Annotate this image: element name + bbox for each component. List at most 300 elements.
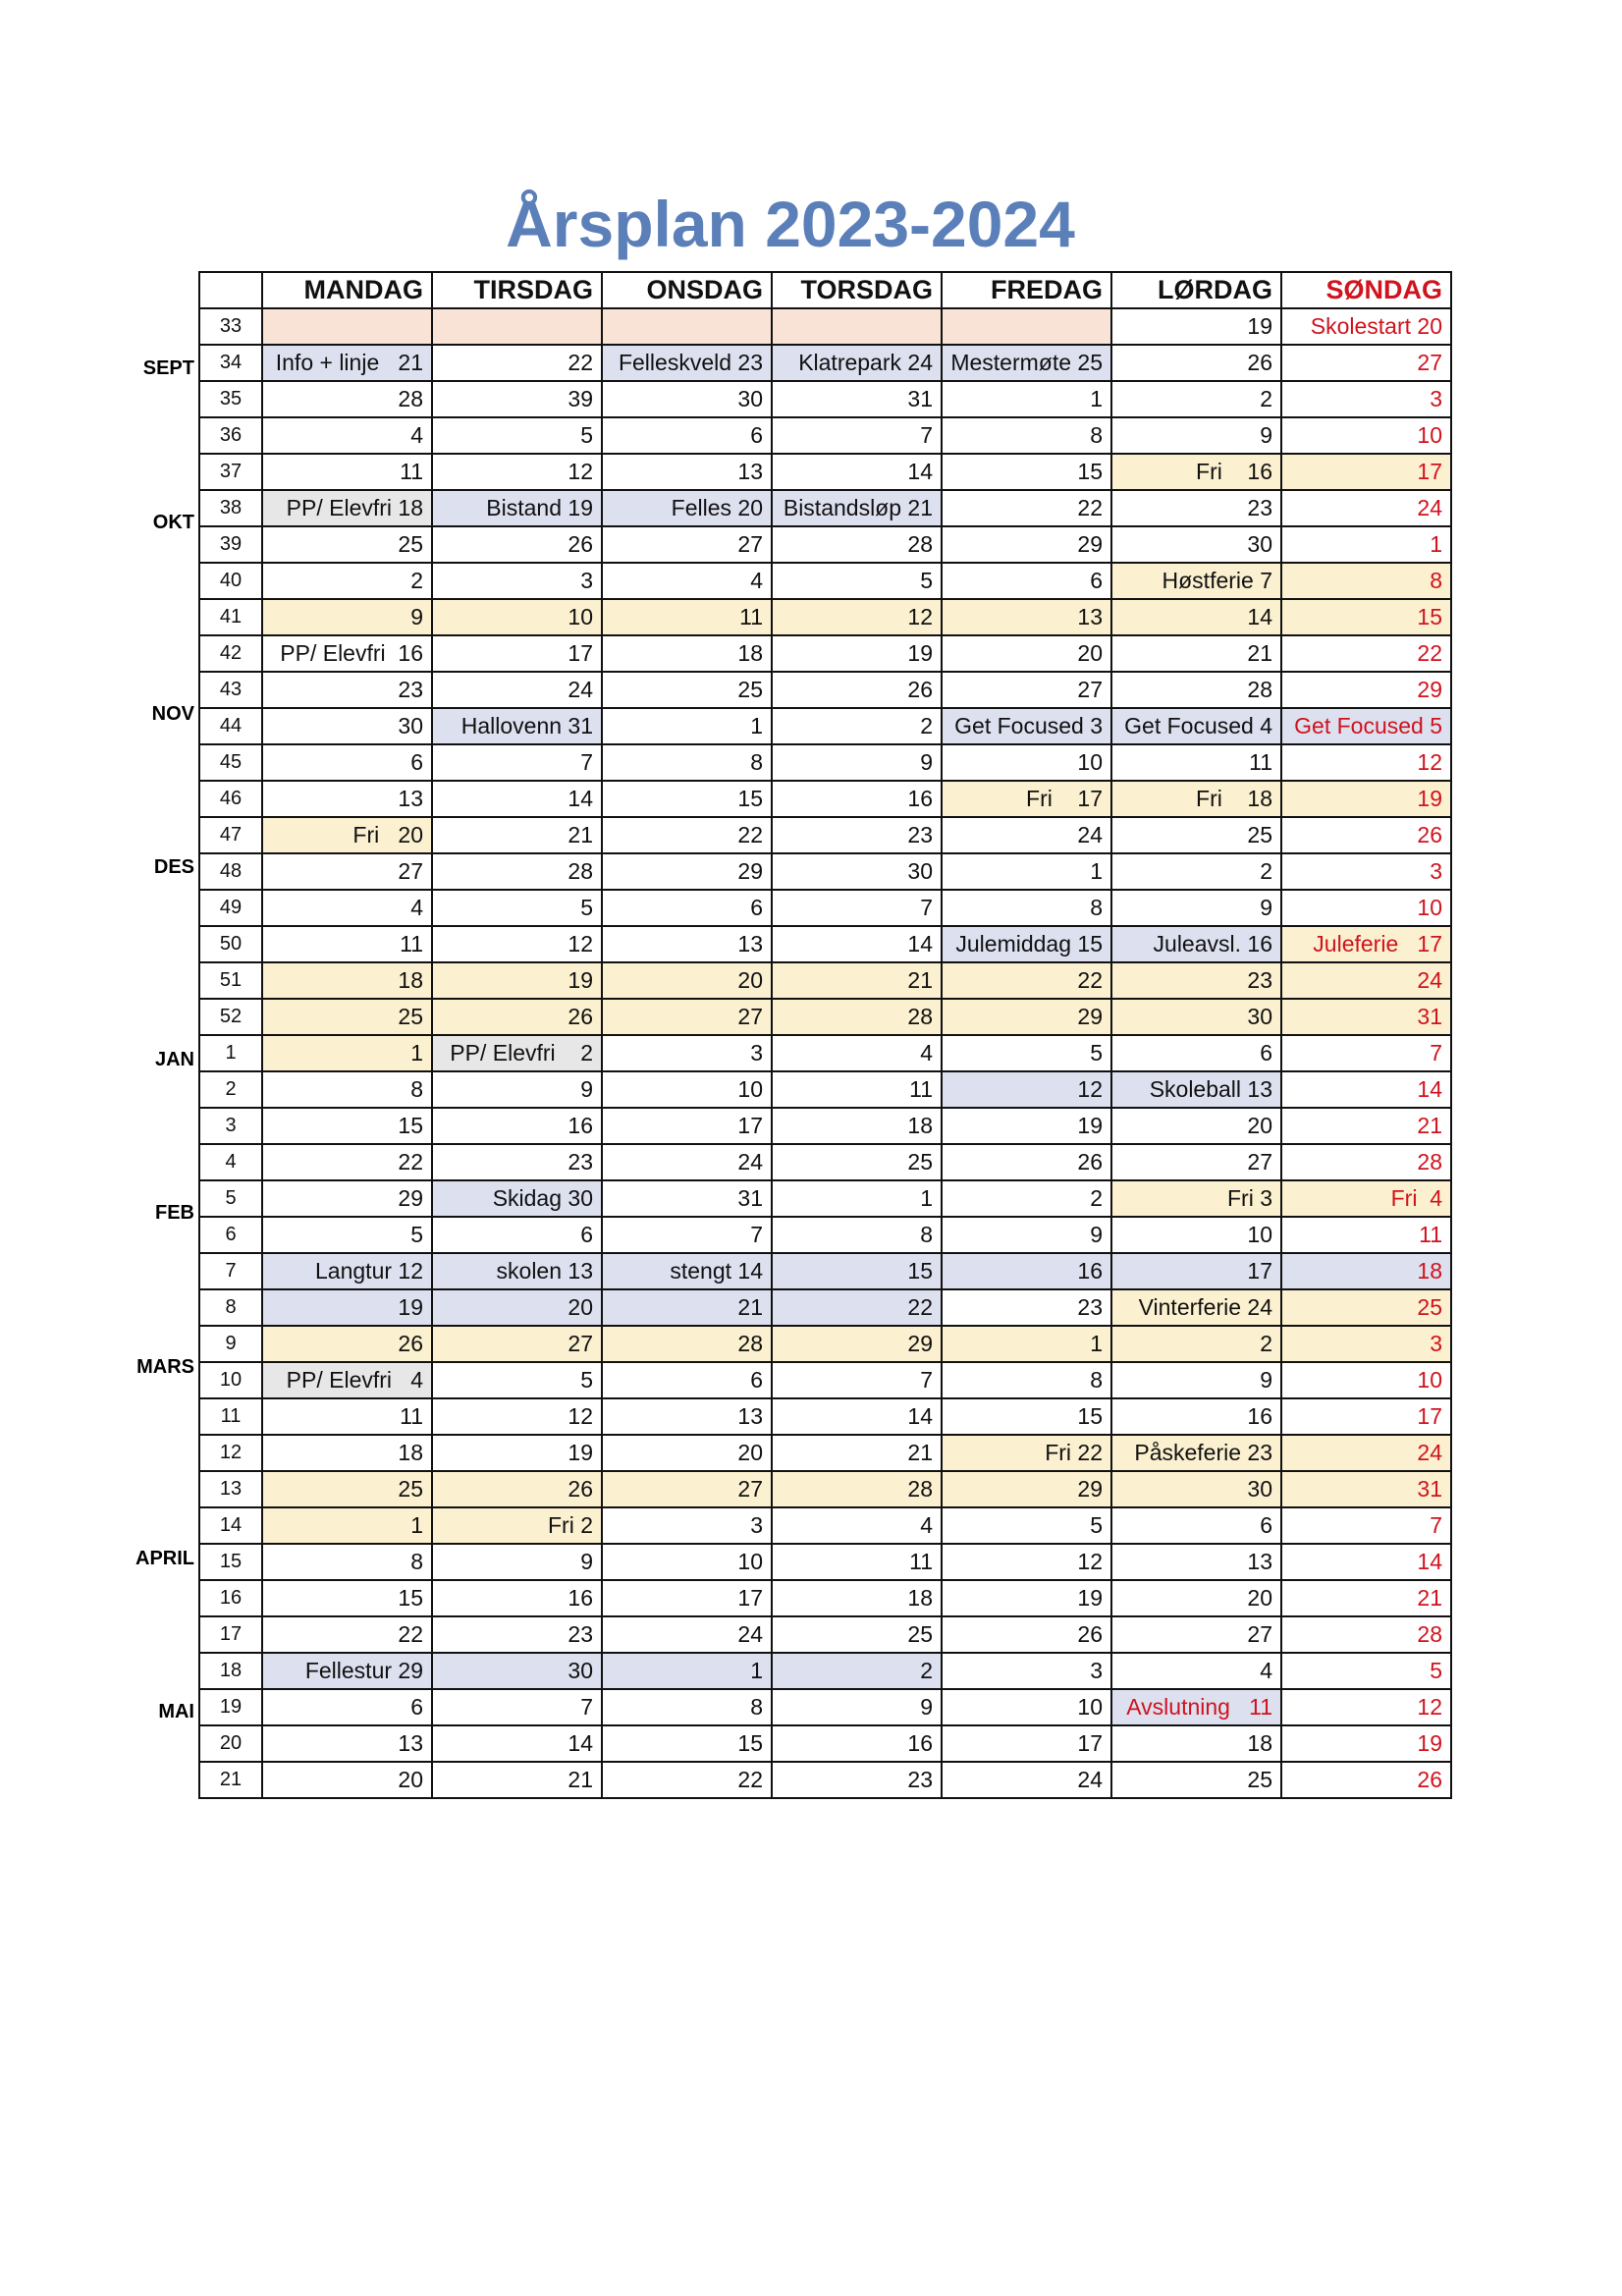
day-cell-fredag: 10 [942,744,1111,781]
table-row [199,1071,1451,1108]
day-cell-mandag: 28 [262,381,432,417]
table-row [199,345,1451,381]
day-cell-lordag: 20 [1111,1580,1281,1616]
day-cell-tirsdag: 9 [432,1544,602,1580]
table-row [199,490,1451,526]
day-cell-tirsdag: 26 [432,526,602,563]
day-cell-lordag: 6 [1111,1507,1281,1544]
day-cell-sondag: 15 [1281,599,1451,635]
month-label: NOV [151,703,194,726]
table-row [199,672,1451,708]
day-cell-onsdag: 20 [602,1435,772,1471]
month-label: MARS [136,1355,194,1378]
table-body [199,308,1451,1798]
day-cell-sondag: 26 [1281,817,1451,853]
day-cell-tirsdag: skolen 13 [432,1253,602,1289]
day-cell-mandag: 9 [262,599,432,635]
week-number: 3 [199,1108,262,1144]
day-cell-lordag: 14 [1111,599,1281,635]
day-cell-fredag: Fri 17 [942,781,1111,817]
day-cell-tirsdag: 17 [432,635,602,672]
day-cell-tirsdag: 16 [432,1108,602,1144]
day-cell-onsdag: 6 [602,1362,772,1398]
day-cell-mandag: 4 [262,890,432,926]
day-cell-mandag: Info + linje 21 [262,345,432,381]
day-cell-onsdag: 18 [602,635,772,672]
day-cell-mandag: 13 [262,1725,432,1762]
table-row [199,526,1451,563]
month-label [128,1502,196,1540]
week-number: 9 [199,1326,262,1362]
day-cell-fredag: 23 [942,1289,1111,1326]
day-cell-sondag: 24 [1281,962,1451,999]
day-cell-fredag: 9 [942,1217,1111,1253]
day-cell-torsdag: 16 [772,781,942,817]
day-cell-mandag: 19 [262,1289,432,1326]
day-cell-tirsdag: 7 [432,744,602,781]
table-row [199,454,1451,490]
day-cell-onsdag: stengt 14 [602,1253,772,1289]
day-cell-fredag: 8 [942,1362,1111,1398]
day-cell-onsdag: 17 [602,1108,772,1144]
week-number: 52 [199,999,262,1035]
month-label [128,888,196,926]
week-number: 35 [199,381,262,417]
day-cell-tirsdag: 23 [432,1144,602,1180]
week-number: 2 [199,1071,262,1108]
day-cell-tirsdag: 14 [432,781,602,817]
header-lordag: LØRDAG [1111,272,1281,308]
week-number: 38 [199,490,262,526]
day-cell-mandag: 6 [262,1689,432,1725]
day-cell-mandag: 1 [262,1035,432,1071]
day-cell-torsdag [772,308,942,345]
table-row [199,308,1451,345]
day-cell-sondag: 5 [1281,1653,1451,1689]
day-cell-fredag: 29 [942,1471,1111,1507]
day-cell-mandag: 23 [262,672,432,708]
day-cell-mandag: 25 [262,999,432,1035]
day-cell-lordag: 20 [1111,1108,1281,1144]
day-cell-sondag: Get Focused 5 [1281,708,1451,744]
day-cell-sondag: 29 [1281,672,1451,708]
day-cell-sondag: 3 [1281,381,1451,417]
day-cell-torsdag: 7 [772,890,942,926]
day-cell-onsdag: 28 [602,1326,772,1362]
day-cell-torsdag: 1 [772,1180,942,1217]
header-row [199,272,1451,308]
table-row [199,599,1451,635]
day-cell-fredag: Mestermøte 25 [942,345,1111,381]
day-cell-lordag: Avslutning 11 [1111,1689,1281,1725]
day-cell-sondag: 21 [1281,1580,1451,1616]
day-cell-sondag: 25 [1281,1289,1451,1326]
day-cell-onsdag [602,308,772,345]
day-cell-torsdag: 8 [772,1217,942,1253]
week-number: 13 [199,1471,262,1507]
week-number: 8 [199,1289,262,1326]
week-number: 1 [199,1035,262,1071]
week-number: 46 [199,781,262,817]
table-row [199,781,1451,817]
day-cell-mandag: 25 [262,1471,432,1507]
day-cell-mandag: 27 [262,853,432,890]
month-label [128,1463,196,1502]
table-row [199,926,1451,962]
day-cell-tirsdag: 19 [432,962,602,999]
day-cell-fredag: Get Focused 3 [942,708,1111,744]
header-mandag: MANDAG [262,272,432,308]
day-cell-sondag: 7 [1281,1507,1451,1544]
day-cell-onsdag: 30 [602,381,772,417]
header-sondag: SØNDAG [1281,272,1451,308]
day-cell-tirsdag: Hallovenn 31 [432,708,602,744]
day-cell-lordag: 17 [1111,1253,1281,1289]
month-label [128,1616,196,1655]
day-cell-lordag: Fri 3 [1111,1180,1281,1217]
day-cell-sondag: 10 [1281,890,1451,926]
day-cell-torsdag: 9 [772,744,942,781]
month-label [128,273,196,311]
day-cell-fredag: 29 [942,526,1111,563]
header-fredag: FREDAG [942,272,1111,308]
day-cell-fredag: 24 [942,1762,1111,1798]
day-cell-onsdag: 1 [602,1653,772,1689]
day-cell-sondag: 18 [1281,1253,1451,1289]
month-label [128,1771,196,1809]
day-cell-lordag: 21 [1111,635,1281,672]
week-number: 21 [199,1762,262,1798]
week-number: 19 [199,1689,262,1725]
week-number: 34 [199,345,262,381]
day-cell-torsdag: 16 [772,1725,942,1762]
table-row [199,1580,1451,1616]
day-cell-fredag: 17 [942,1725,1111,1762]
table-row [199,817,1451,853]
day-cell-lordag: 30 [1111,526,1281,563]
day-cell-fredag: 26 [942,1616,1111,1653]
day-cell-tirsdag: 27 [432,1326,602,1362]
day-cell-fredag: 24 [942,817,1111,853]
day-cell-torsdag: 26 [772,672,942,708]
day-cell-mandag: PP/ Elevfri 16 [262,635,432,672]
day-cell-onsdag: 13 [602,926,772,962]
day-cell-onsdag: 4 [602,563,772,599]
day-cell-mandag: 22 [262,1616,432,1653]
day-cell-onsdag: 24 [602,1616,772,1653]
day-cell-lordag: Høstferie 7 [1111,563,1281,599]
day-cell-torsdag: 19 [772,635,942,672]
day-cell-tirsdag: 3 [432,563,602,599]
day-cell-torsdag: 21 [772,962,942,999]
day-cell-tirsdag: 39 [432,381,602,417]
day-cell-fredag: 20 [942,635,1111,672]
table-row [199,1435,1451,1471]
day-cell-sondag: Skolestart 20 [1281,308,1451,345]
month-label [128,1809,196,1847]
day-cell-torsdag: 29 [772,1326,942,1362]
day-cell-mandag: 13 [262,781,432,817]
month-label: JAN [154,1048,194,1070]
week-number: 16 [199,1580,262,1616]
table-row [199,1108,1451,1144]
day-cell-fredag: 10 [942,1689,1111,1725]
table-row [199,1217,1451,1253]
month-label [128,1079,196,1118]
day-cell-mandag: Fellestur 29 [262,1653,432,1689]
day-cell-lordag: 2 [1111,853,1281,890]
day-cell-sondag: 17 [1281,454,1451,490]
day-cell-onsdag: 6 [602,890,772,926]
month-label [128,1003,196,1041]
day-cell-lordag: 9 [1111,1362,1281,1398]
table-row [199,1253,1451,1289]
month-label [128,657,196,695]
table-row [199,1471,1451,1507]
day-cell-lordag: 4 [1111,1653,1281,1689]
week-number: 14 [199,1507,262,1544]
day-cell-onsdag: Felleskveld 23 [602,345,772,381]
week-number: 40 [199,563,262,599]
month-label [128,388,196,426]
header-torsdag: TORSDAG [772,272,942,308]
day-cell-torsdag: 11 [772,1071,942,1108]
day-cell-lordag: 19 [1111,308,1281,345]
day-cell-sondag: 31 [1281,1471,1451,1507]
day-cell-onsdag: 29 [602,853,772,890]
day-cell-tirsdag: 21 [432,1762,602,1798]
week-number: 11 [199,1398,262,1435]
day-cell-torsdag: 22 [772,1289,942,1326]
month-label: SEPT [142,357,194,380]
day-cell-tirsdag: 21 [432,817,602,853]
table-row [199,999,1451,1035]
day-cell-torsdag: 25 [772,1616,942,1653]
day-cell-torsdag: 25 [772,1144,942,1180]
week-header [199,272,262,308]
month-label [128,619,196,657]
day-cell-mandag: 11 [262,1398,432,1435]
month-label [128,1732,196,1771]
week-number: 5 [199,1180,262,1217]
day-cell-onsdag: 15 [602,1725,772,1762]
table-row [199,1180,1451,1217]
day-cell-mandag: 11 [262,454,432,490]
day-cell-lordag: 25 [1111,1762,1281,1798]
day-cell-mandag: 15 [262,1108,432,1144]
month-label: APRIL [135,1548,194,1570]
day-cell-onsdag: 27 [602,526,772,563]
day-cell-fredag: 19 [942,1580,1111,1616]
day-cell-sondag: 22 [1281,635,1451,672]
day-cell-lordag: Juleavsl. 16 [1111,926,1281,962]
week-number: 51 [199,962,262,999]
day-cell-lordag: 10 [1111,1217,1281,1253]
table-row [199,1398,1451,1435]
day-cell-torsdag: 15 [772,1253,942,1289]
day-cell-fredag: 26 [942,1144,1111,1180]
day-cell-tirsdag: 12 [432,926,602,962]
day-cell-tirsdag: Skidag 30 [432,1180,602,1217]
day-cell-tirsdag: 26 [432,1471,602,1507]
day-cell-onsdag: 25 [602,672,772,708]
header-onsdag: ONSDAG [602,272,772,308]
day-cell-tirsdag: 5 [432,1362,602,1398]
day-cell-fredag: 1 [942,1326,1111,1362]
day-cell-onsdag: 13 [602,1398,772,1435]
month-label [128,542,196,580]
day-cell-tirsdag: 14 [432,1725,602,1762]
day-cell-lordag: 11 [1111,744,1281,781]
month-label: MAI [158,1701,194,1723]
day-cell-fredag: 12 [942,1544,1111,1580]
day-cell-lordag: 23 [1111,962,1281,999]
day-cell-fredag: 27 [942,672,1111,708]
day-cell-fredag: 29 [942,999,1111,1035]
day-cell-torsdag: 23 [772,817,942,853]
table-row [199,563,1451,599]
day-cell-onsdag: 10 [602,1071,772,1108]
table-row [199,1326,1451,1362]
day-cell-onsdag: 21 [602,1289,772,1326]
day-cell-torsdag: 7 [772,417,942,454]
week-number: 37 [199,454,262,490]
month-label: FEB [155,1202,194,1225]
day-cell-sondag: 19 [1281,781,1451,817]
day-cell-onsdag: 10 [602,1544,772,1580]
month-label [128,1387,196,1425]
day-cell-mandag: 1 [262,1507,432,1544]
day-cell-torsdag: 2 [772,1653,942,1689]
week-number: 41 [199,599,262,635]
day-cell-tirsdag: Fri 2 [432,1507,602,1544]
month-label [128,1156,196,1194]
week-number: 47 [199,817,262,853]
day-cell-onsdag: 15 [602,781,772,817]
day-cell-tirsdag: 20 [432,1289,602,1326]
month-label [128,810,196,848]
day-cell-mandag: 25 [262,526,432,563]
day-cell-lordag: 27 [1111,1144,1281,1180]
day-cell-fredag: 13 [942,599,1111,635]
day-cell-tirsdag: 30 [432,1653,602,1689]
month-label [128,426,196,465]
month-column [128,273,196,1847]
day-cell-sondag: 28 [1281,1144,1451,1180]
day-cell-sondag: 3 [1281,853,1451,890]
day-cell-tirsdag: 23 [432,1616,602,1653]
table-row [199,1362,1451,1398]
day-cell-torsdag: 5 [772,563,942,599]
day-cell-mandag: Fri 20 [262,817,432,853]
day-cell-sondag: 7 [1281,1035,1451,1071]
day-cell-lordag: 16 [1111,1398,1281,1435]
day-cell-torsdag: 31 [772,381,942,417]
month-label [128,1655,196,1693]
day-cell-onsdag: 7 [602,1217,772,1253]
day-cell-sondag: 12 [1281,744,1451,781]
month-label [128,964,196,1003]
week-number: 43 [199,672,262,708]
day-cell-fredag: 22 [942,962,1111,999]
day-cell-lordag: 30 [1111,999,1281,1035]
day-cell-tirsdag: 24 [432,672,602,708]
table-row [199,1144,1451,1180]
day-cell-tirsdag: 12 [432,454,602,490]
day-cell-onsdag: 11 [602,599,772,635]
day-cell-tirsdag: 19 [432,1435,602,1471]
week-number: 4 [199,1144,262,1180]
header-tirsdag: TIRSDAG [432,272,602,308]
day-cell-torsdag: 28 [772,999,942,1035]
day-cell-mandag: 8 [262,1544,432,1580]
day-cell-onsdag: 3 [602,1035,772,1071]
week-number: 12 [199,1435,262,1471]
day-cell-mandag: 4 [262,417,432,454]
day-cell-sondag: 19 [1281,1725,1451,1762]
day-cell-lordag: 9 [1111,890,1281,926]
week-number: 42 [199,635,262,672]
day-cell-fredag: 15 [942,454,1111,490]
day-cell-sondag: 11 [1281,1217,1451,1253]
day-cell-sondag: 21 [1281,1108,1451,1144]
day-cell-fredag: 15 [942,1398,1111,1435]
day-cell-lordag: 18 [1111,1725,1281,1762]
day-cell-fredag: 8 [942,417,1111,454]
day-cell-sondag: 14 [1281,1544,1451,1580]
day-cell-sondag: 1 [1281,526,1451,563]
day-cell-lordag: 23 [1111,490,1281,526]
month-label [128,734,196,772]
day-cell-fredag: 22 [942,490,1111,526]
day-cell-fredag: 1 [942,381,1111,417]
day-cell-torsdag: Bistandsløp 21 [772,490,942,526]
day-cell-fredag [942,308,1111,345]
day-cell-torsdag: 14 [772,926,942,962]
day-cell-torsdag: 11 [772,1544,942,1580]
table-row [199,708,1451,744]
day-cell-torsdag: 21 [772,1435,942,1471]
week-number: 50 [199,926,262,962]
day-cell-torsdag: 18 [772,1108,942,1144]
day-cell-torsdag: 23 [772,1762,942,1798]
day-cell-sondag: 26 [1281,1762,1451,1798]
day-cell-onsdag: 6 [602,417,772,454]
day-cell-onsdag: 27 [602,999,772,1035]
month-label [128,1425,196,1463]
day-cell-mandag: PP/ Elevfri 4 [262,1362,432,1398]
table-row [199,1653,1451,1689]
day-cell-fredag: 5 [942,1035,1111,1071]
day-cell-sondag: 28 [1281,1616,1451,1653]
day-cell-mandag: 29 [262,1180,432,1217]
day-cell-lordag: 30 [1111,1471,1281,1507]
day-cell-tirsdag: 26 [432,999,602,1035]
day-cell-lordag: Påskeferie 23 [1111,1435,1281,1471]
day-cell-sondag: Juleferie 17 [1281,926,1451,962]
day-cell-onsdag: 8 [602,1689,772,1725]
table-row [199,1616,1451,1653]
month-label [128,1232,196,1271]
table-row [199,1507,1451,1544]
week-number: 7 [199,1253,262,1289]
day-cell-onsdag: 31 [602,1180,772,1217]
day-cell-tirsdag: 12 [432,1398,602,1435]
day-cell-sondag: 27 [1281,345,1451,381]
week-number: 18 [199,1653,262,1689]
day-cell-lordag: 26 [1111,345,1281,381]
day-cell-sondag: 31 [1281,999,1451,1035]
